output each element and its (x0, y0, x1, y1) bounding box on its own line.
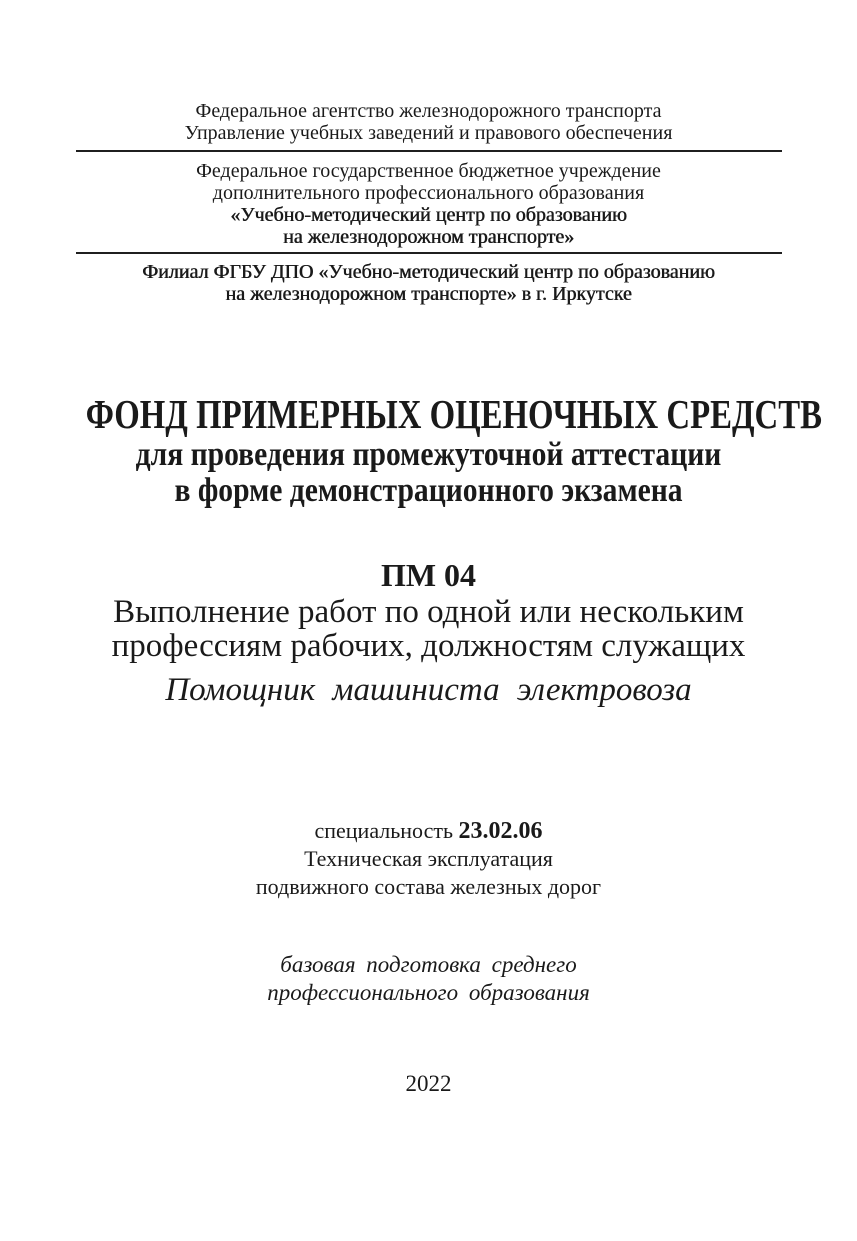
module-name-line-2: профессиям рабочих, должностям служащих (111, 628, 746, 664)
specialty-name-line-1: Техническая эксплуатация (304, 846, 553, 871)
agency-block (0, 0, 857, 144)
title-content (0, 391, 857, 1097)
institution-line-3: «Учебно-методический центр по образованию (230, 204, 627, 226)
institution-line-2: дополнительного профессионального образования (212, 182, 645, 204)
specialty-name-line-2: подвижного состава железных дорог (255, 874, 602, 899)
specialty-label: специальность (314, 818, 454, 843)
program-level-line-1: базовая подготовка среднего (280, 952, 577, 977)
module-name (0, 595, 857, 663)
program-level-block (0, 951, 857, 1007)
document-title-line-2: для проведения промежуточной аттестации (135, 436, 722, 473)
letterhead (0, 0, 857, 305)
agency-line-1: Федеральное агентство железнодорожного транспорта (195, 100, 662, 122)
module-name-line-1: Выполнение работ по одной или нескольким (113, 594, 744, 630)
module-code: ПМ 04 (380, 557, 477, 593)
document-title-line-1: ФОНД ПРИМЕРНЫХ ОЦЕНОЧНЫХ СРЕДСТВ (85, 391, 823, 437)
divider-line-bottom (76, 252, 782, 254)
document-title (0, 391, 857, 509)
institution-line-4: на железнодорожном транспорте» (282, 226, 575, 248)
institution-block (0, 160, 857, 248)
specialty-code: 23.02.06 (458, 818, 543, 844)
specialty-block (0, 817, 857, 901)
branch-line-1: Филиал ФГБУ ДПО «Учебно-методический центр по образованию (142, 261, 715, 283)
program-level-line-2: профессионального образования (267, 980, 590, 1005)
profession-name: Помощник машиниста электровоза (165, 672, 692, 708)
document-title-line-3: в форме демонстрационного экзамена (174, 472, 683, 509)
specialty-line (0, 817, 857, 845)
branch-block (0, 261, 857, 305)
agency-line-2: Управление учебных заведений и правового обеспечения (184, 122, 673, 144)
branch-line-2: на железнодорожном транспорте» в г. Иркутске (225, 283, 632, 305)
module-block (0, 557, 857, 709)
divider-line-top (76, 150, 782, 152)
institution-line-1: Федеральное государственное бюджетное учреждение (196, 160, 661, 182)
publication-year: 2022 (405, 1071, 452, 1096)
